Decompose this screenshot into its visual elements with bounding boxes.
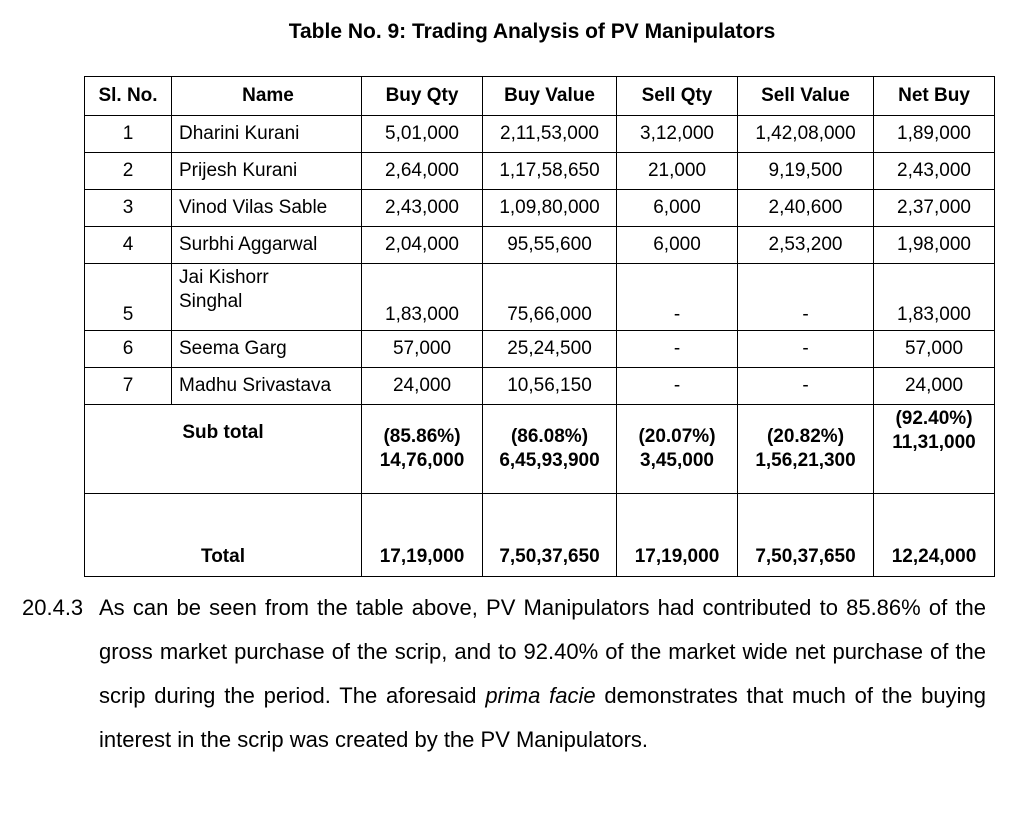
subtotal-buy-value-pct: (86.08%) [510, 426, 589, 447]
subtotal-row [85, 405, 995, 494]
total-buy-value: 7,50,37,650 [483, 494, 617, 577]
subtotal-sell-qty-pct: (20.07%) [638, 426, 716, 447]
subtotal-net-buy-value: 11,31,000 [892, 432, 976, 453]
cell-net-buy: 1,83,000 [874, 264, 995, 331]
table-row [85, 116, 995, 153]
paragraph-italic-term: prima facie [485, 683, 596, 708]
subtotal-sell-value [738, 405, 874, 494]
total-sell-value: 7,50,37,650 [738, 494, 874, 577]
cell-net-buy: 24,000 [874, 368, 995, 405]
cell-sell-value: 2,40,600 [738, 190, 874, 227]
paragraph-text [99, 586, 986, 762]
cell-sl-no: 2 [85, 153, 172, 190]
subtotal-net-buy [874, 405, 995, 494]
cell-net-buy: 2,43,000 [874, 153, 995, 190]
cell-sell-value: 9,19,500 [738, 153, 874, 190]
cell-buy-qty: 1,83,000 [362, 264, 483, 331]
cell-buy-qty: 5,01,000 [362, 116, 483, 153]
cell-net-buy: 1,98,000 [874, 227, 995, 264]
header-sell-value: Sell Value [738, 77, 874, 116]
subtotal-buy-qty-value: 14,76,000 [379, 450, 465, 471]
paragraph-text-before: As can be seen from the table above, PV Manipulators had contributed to 85.86% of the gross market purchase of the scrip, and to 92.40% of the market wide net purchase of the scrip during the period. The aforesaid [99, 595, 986, 708]
cell-name [172, 264, 362, 331]
header-buy-qty: Buy Qty [362, 77, 483, 116]
subtotal-buy-qty-pct: (85.86%) [383, 426, 461, 447]
subtotal-buy-value-amount: 6,45,93,900 [499, 450, 600, 471]
table-row [85, 153, 995, 190]
cell-sell-qty: - [617, 368, 738, 405]
total-sell-qty: 17,19,000 [617, 494, 738, 577]
cell-buy-qty: 24,000 [362, 368, 483, 405]
cell-buy-qty: 57,000 [362, 331, 483, 368]
cell-name: Dharini Kurani [172, 116, 362, 153]
header-sl-no: Sl. No. [85, 77, 172, 116]
total-label: Total [85, 494, 362, 577]
paragraph-text-after: demonstrates that much of the buying interest in the scrip was created by the PV Manipulators. [99, 683, 986, 752]
cell-name: Vinod Vilas Sable [172, 190, 362, 227]
cell-sell-qty: - [617, 264, 738, 331]
cell-sell-value: - [738, 264, 874, 331]
cell-sell-qty: - [617, 331, 738, 368]
cell-net-buy: 57,000 [874, 331, 995, 368]
cell-sell-qty: 6,000 [617, 227, 738, 264]
cell-sell-value: - [738, 331, 874, 368]
table-row [85, 368, 995, 405]
cell-sl-no: 6 [85, 331, 172, 368]
subtotal-sell-value-amount: 1,56,21,300 [755, 450, 856, 471]
cell-sell-qty: 21,000 [617, 153, 738, 190]
subtotal-label: Sub total [85, 405, 362, 494]
subtotal-sell-qty-value: 3,45,000 [640, 450, 714, 471]
header-name: Name [172, 77, 362, 116]
subtotal-buy-value [483, 405, 617, 494]
cell-sell-value: 1,42,08,000 [738, 116, 874, 153]
cell-buy-value: 1,17,58,650 [483, 153, 617, 190]
cell-sl-no: 4 [85, 227, 172, 264]
table-row [85, 264, 995, 331]
cell-name-line-1: Jai Kishorr [179, 267, 269, 288]
table-header-row [85, 77, 995, 116]
cell-buy-value: 25,24,500 [483, 331, 617, 368]
cell-net-buy: 1,89,000 [874, 116, 995, 153]
cell-sell-qty: 6,000 [617, 190, 738, 227]
cell-sl-no: 1 [85, 116, 172, 153]
cell-name-line-2: Singhal [179, 291, 243, 312]
cell-buy-value: 2,11,53,000 [483, 116, 617, 153]
subtotal-sell-qty [617, 405, 738, 494]
cell-buy-qty: 2,04,000 [362, 227, 483, 264]
header-buy-value: Buy Value [483, 77, 617, 116]
table-row [85, 190, 995, 227]
body-paragraph [22, 586, 986, 762]
cell-buy-value: 95,55,600 [483, 227, 617, 264]
total-net-buy: 12,24,000 [874, 494, 995, 577]
cell-sl-no: 5 [85, 264, 172, 331]
header-sell-qty: Sell Qty [617, 77, 738, 116]
cell-name: Prijesh Kurani [172, 153, 362, 190]
cell-buy-value: 1,09,80,000 [483, 190, 617, 227]
header-net-buy: Net Buy [874, 77, 995, 116]
paragraph-number: 20.4.3 [22, 595, 84, 620]
trading-analysis-table [84, 76, 995, 577]
cell-name: Seema Garg [172, 331, 362, 368]
cell-sell-value: 2,53,200 [738, 227, 874, 264]
cell-sell-qty: 3,12,000 [617, 116, 738, 153]
cell-name: Surbhi Aggarwal [172, 227, 362, 264]
table-row [85, 331, 995, 368]
cell-buy-value: 75,66,000 [483, 264, 617, 331]
cell-buy-qty: 2,43,000 [362, 190, 483, 227]
cell-buy-qty: 2,64,000 [362, 153, 483, 190]
cell-sl-no: 7 [85, 368, 172, 405]
subtotal-net-buy-pct: (92.40%) [895, 408, 973, 429]
table-title: Table No. 9: Trading Analysis of PV Manipulators [288, 20, 776, 43]
subtotal-sell-value-pct: (20.82%) [766, 426, 845, 447]
total-row [85, 494, 995, 577]
cell-name: Madhu Srivastava [172, 368, 362, 405]
total-buy-qty: 17,19,000 [362, 494, 483, 577]
subtotal-buy-qty [362, 405, 483, 494]
cell-buy-value: 10,56,150 [483, 368, 617, 405]
cell-sell-value: - [738, 368, 874, 405]
cell-sl-no: 3 [85, 190, 172, 227]
cell-net-buy: 2,37,000 [874, 190, 995, 227]
table-row [85, 227, 995, 264]
